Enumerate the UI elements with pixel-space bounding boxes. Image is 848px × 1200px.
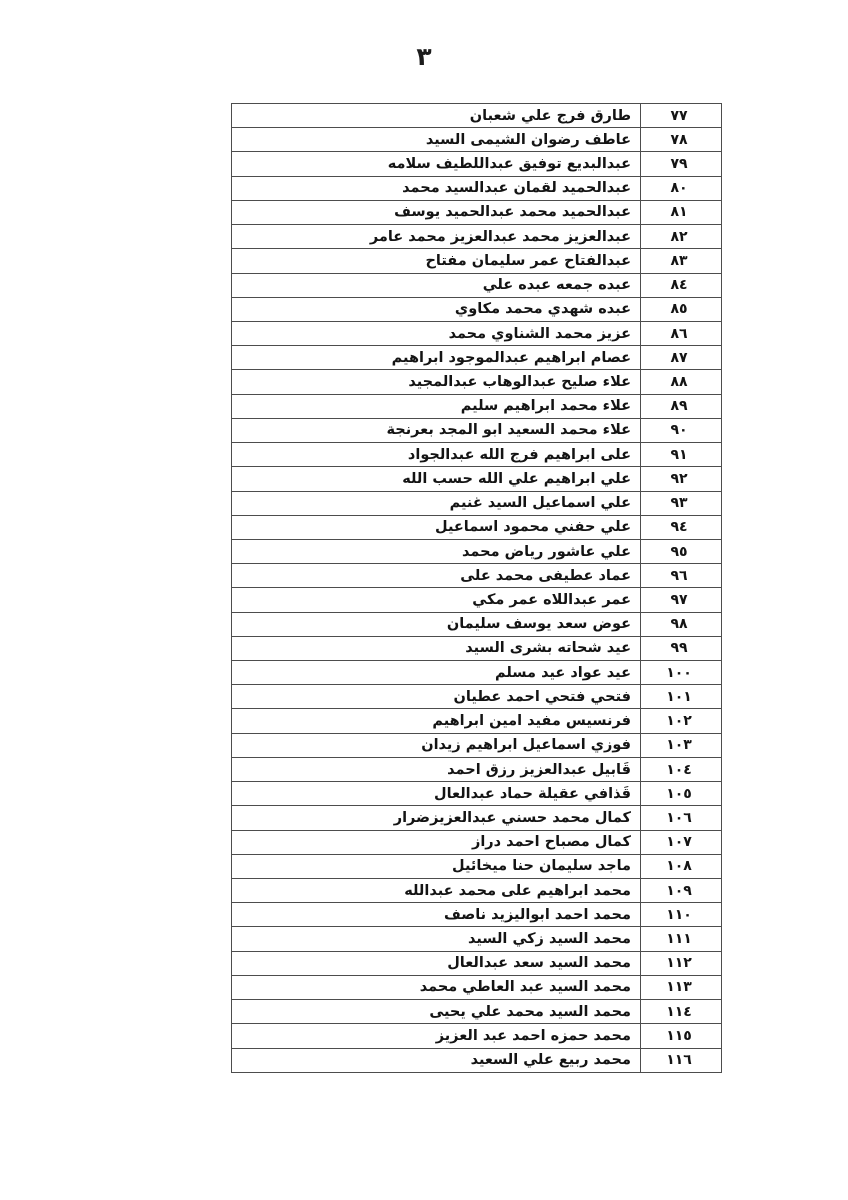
row-name: محمد السيد سعد عبدالعال	[447, 955, 631, 972]
table-row	[232, 540, 721, 564]
table-row	[232, 588, 721, 612]
row-name: عصام ابراهيم عبدالموجود ابراهيم	[391, 349, 631, 366]
table-row	[232, 637, 721, 661]
table-row	[232, 419, 721, 443]
row-name: علي عاشور رياض محمد	[462, 543, 631, 560]
row-name: عبده جمعه عبده علي	[482, 277, 631, 294]
row-number: ٩٨	[640, 613, 721, 636]
table-row	[232, 831, 721, 855]
row-name: عيد شحاته بشرى السيد	[465, 640, 631, 657]
row-name: كمال محمد حسني عبدالعزيزضرار	[393, 809, 631, 826]
table-row	[232, 322, 721, 346]
row-number: ٨٠	[640, 177, 721, 200]
table-row	[232, 274, 721, 298]
row-number: ٨٦	[640, 322, 721, 345]
row-number: ١١٦	[640, 1049, 721, 1072]
row-name: عاطف رضوان الشيمى السيد	[425, 131, 631, 148]
table-row	[232, 467, 721, 491]
row-number: ٩٠	[640, 419, 721, 442]
row-number: ١٠٢	[640, 709, 721, 732]
row-number: ١١٤	[640, 1000, 721, 1023]
row-number: ١٠٧	[640, 831, 721, 854]
table-row	[232, 395, 721, 419]
row-name: عبدالعزيز محمد عبدالعزيز محمد عامر	[369, 228, 631, 245]
table-row	[232, 249, 721, 273]
row-name: محمد حمزه احمد عبد العزيز	[435, 1027, 631, 1044]
row-name: علاء صليح عبدالوهاب عبدالمجيد	[408, 374, 631, 391]
row-number: ٧٩	[640, 152, 721, 175]
row-name: كمال مصباح احمد دراز	[471, 834, 631, 851]
row-name: فتحي فتحي احمد عطيان	[453, 688, 631, 705]
row-name: محمد السيد زكي السيد	[467, 931, 631, 948]
row-name: على ابراهيم فرج الله عبدالجواد	[407, 446, 631, 463]
row-name: قَابيل عبدالعزيز رزق احمد	[447, 761, 631, 778]
table-row	[232, 806, 721, 830]
table-row	[232, 661, 721, 685]
row-name: عمر عبداللاه عمر مكي	[472, 591, 631, 608]
table-row	[232, 782, 721, 806]
table-row	[232, 879, 721, 903]
table-row	[232, 758, 721, 782]
row-number: ٩٢	[640, 467, 721, 490]
row-name: عماد عطيفى محمد على	[460, 567, 631, 584]
row-name: علي حفني محمود اسماعيل	[435, 519, 631, 536]
row-name: عبدالبديع توفيق عبداللطيف سلامه	[387, 156, 631, 173]
row-name: علاء محمد ابراهيم سليم	[460, 398, 631, 415]
row-name: فوزي اسماعيل ابراهيم زيدان	[421, 737, 631, 754]
row-name: عبدالحميد محمد عبدالحميد يوسف	[394, 204, 631, 221]
row-name: عبده شهدي محمد مكاوي	[454, 301, 631, 318]
row-number: ٧٨	[640, 128, 721, 151]
table-row	[232, 709, 721, 733]
row-name: عوض سعد يوسف سليمان	[446, 616, 631, 633]
table-row	[232, 564, 721, 588]
row-name: محمد السيد محمد علي يحيى	[429, 1003, 631, 1020]
table-row	[232, 516, 721, 540]
row-number: ١٠٩	[640, 879, 721, 902]
row-name: عيد عواد عيد مسلم	[495, 664, 631, 681]
row-number: ١١٣	[640, 976, 721, 999]
row-number: ١١٠	[640, 903, 721, 926]
row-number: ٨٤	[640, 274, 721, 297]
row-name: ماجد سليمان حنا ميخائيل	[452, 858, 631, 875]
table-row	[232, 1024, 721, 1048]
row-number: ٩٣	[640, 492, 721, 515]
row-number: ٧٧	[640, 104, 721, 127]
row-number: ١١٥	[640, 1024, 721, 1047]
row-number: ٨٧	[640, 346, 721, 369]
row-number: ٩٧	[640, 588, 721, 611]
row-name: علي اسماعيل السيد غنيم	[449, 495, 631, 512]
row-number: ٩٦	[640, 564, 721, 587]
page-number: ٣	[416, 42, 432, 71]
table-row	[232, 685, 721, 709]
row-name: محمد احمد ابواليزيد ناصف	[443, 906, 631, 923]
row-number: ١٠٥	[640, 782, 721, 805]
row-name: محمد ابراهيم على محمد عبدالله	[404, 882, 631, 899]
table-row	[232, 177, 721, 201]
row-name: علي ابراهيم علي الله حسب الله	[402, 470, 631, 487]
table-row	[232, 1049, 721, 1072]
row-number: ٨٣	[640, 249, 721, 272]
row-number: ٨١	[640, 201, 721, 224]
row-number: ٨٩	[640, 395, 721, 418]
row-number: ٩٩	[640, 637, 721, 660]
row-number: ١٠١	[640, 685, 721, 708]
table-row	[232, 370, 721, 394]
row-number: ٨٢	[640, 225, 721, 248]
row-number: ١٠٨	[640, 855, 721, 878]
row-name: طارق فرج علي شعبان	[469, 107, 631, 124]
table-row	[232, 1000, 721, 1024]
table-row	[232, 855, 721, 879]
row-name: محمد السيد عبد العاطي محمد	[419, 979, 631, 996]
table-row	[232, 613, 721, 637]
row-name: عبدالفتاح عمر سليمان مفتاح	[425, 252, 631, 269]
table-row	[232, 225, 721, 249]
row-number: ١١٢	[640, 952, 721, 975]
row-number: ١٠٤	[640, 758, 721, 781]
table-row	[232, 903, 721, 927]
row-name: علاء محمد السعيد ابو المجد بعرنجة	[386, 422, 631, 439]
roster-table	[231, 103, 722, 1073]
table-row	[232, 104, 721, 128]
row-number: ١٠٦	[640, 806, 721, 829]
row-name: عزيز محمد الشناوي محمد	[448, 325, 631, 342]
row-number: ٨٥	[640, 298, 721, 321]
table-row	[232, 927, 721, 951]
table-row	[232, 346, 721, 370]
row-number: ١١١	[640, 927, 721, 950]
table-row	[232, 734, 721, 758]
row-number: ٨٨	[640, 370, 721, 393]
table-row	[232, 298, 721, 322]
table-row	[232, 201, 721, 225]
row-name: قَذافي عقيلة حماد عبدالعال	[433, 785, 631, 802]
table-row	[232, 443, 721, 467]
row-number: ٩١	[640, 443, 721, 466]
row-name: فرنسيس مفيد امين ابراهيم	[432, 713, 631, 730]
row-number: ١٠٠	[640, 661, 721, 684]
table-row	[232, 976, 721, 1000]
table-row	[232, 128, 721, 152]
row-number: ١٠٣	[640, 734, 721, 757]
row-name: عبدالحميد لقمان عبدالسيد محمد	[402, 180, 631, 197]
row-number: ٩٤	[640, 516, 721, 539]
row-number: ٩٥	[640, 540, 721, 563]
row-name: محمد ربيع علي السعيد	[470, 1052, 631, 1069]
table-row	[232, 152, 721, 176]
table-row	[232, 492, 721, 516]
table-row	[232, 952, 721, 976]
